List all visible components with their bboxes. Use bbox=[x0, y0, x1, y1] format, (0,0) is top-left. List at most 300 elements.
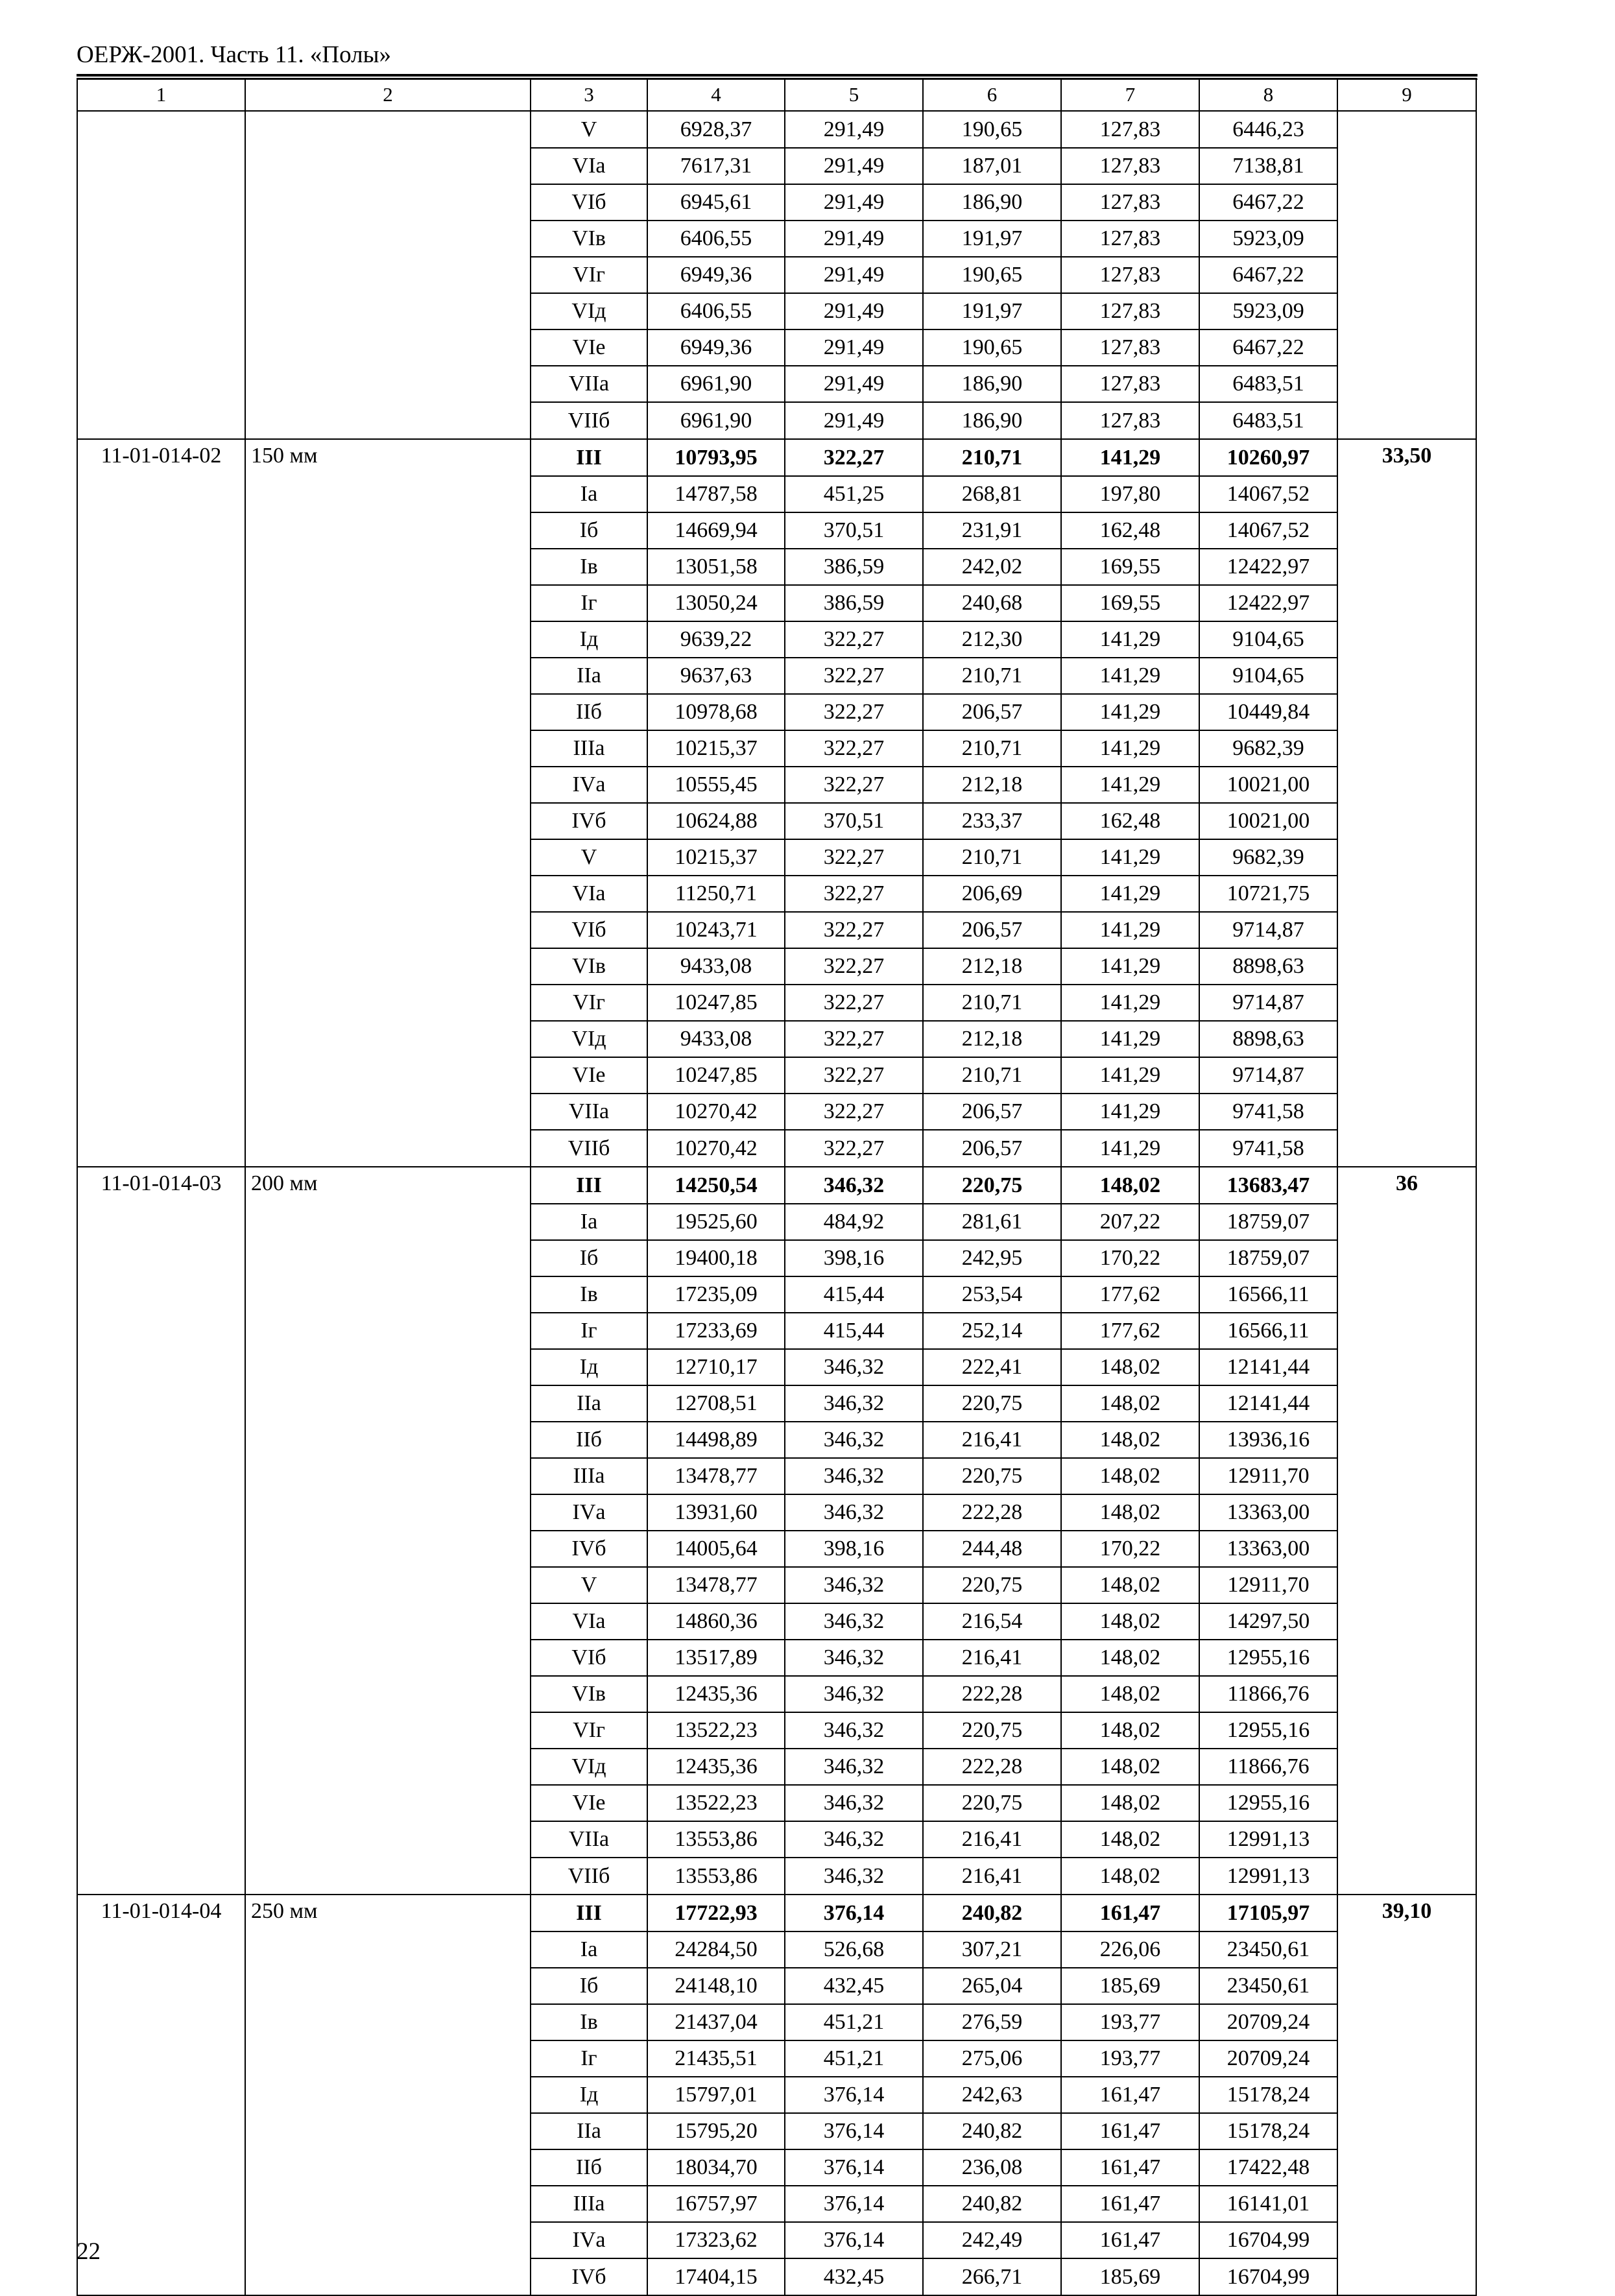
value-cell: 220,75 bbox=[923, 1712, 1061, 1749]
name-cell bbox=[245, 1240, 531, 1276]
value-cell: 6949,36 bbox=[647, 329, 785, 366]
value-cell: 6483,51 bbox=[1199, 402, 1337, 439]
value-cell: 346,32 bbox=[785, 1858, 923, 1895]
code-cell bbox=[77, 1821, 245, 1858]
col9-cell bbox=[1337, 1422, 1476, 1458]
value-cell: 19400,18 bbox=[647, 1240, 785, 1276]
value-cell: 346,32 bbox=[785, 1640, 923, 1676]
value-cell: 15178,24 bbox=[1199, 2113, 1337, 2149]
name-cell bbox=[245, 1931, 531, 1968]
value-cell: 451,21 bbox=[785, 2040, 923, 2077]
name-cell bbox=[245, 1057, 531, 1094]
value-cell: 16566,11 bbox=[1199, 1313, 1337, 1349]
name-cell bbox=[245, 1640, 531, 1676]
code-cell bbox=[77, 1458, 245, 1494]
table-row bbox=[77, 2186, 1476, 2222]
value-cell: 14250,54 bbox=[647, 1167, 785, 1204]
code-cell bbox=[77, 402, 245, 439]
value-cell: 212,30 bbox=[923, 621, 1061, 658]
value-cell: 386,59 bbox=[785, 549, 923, 585]
name-cell bbox=[245, 2040, 531, 2077]
value-cell: 127,83 bbox=[1061, 329, 1199, 366]
value-cell: 12955,16 bbox=[1199, 1640, 1337, 1676]
value-cell: 12435,36 bbox=[647, 1749, 785, 1785]
value-cell: 240,82 bbox=[923, 2186, 1061, 2222]
value-cell: 11250,71 bbox=[647, 876, 785, 912]
value-cell: 291,49 bbox=[785, 366, 923, 402]
code-cell bbox=[77, 476, 245, 512]
code-cell bbox=[77, 1385, 245, 1422]
value-cell: 346,32 bbox=[785, 1603, 923, 1640]
value-cell: 10721,75 bbox=[1199, 876, 1337, 912]
value-cell: 291,49 bbox=[785, 148, 923, 184]
zone-cell: IIб bbox=[531, 694, 647, 730]
page-header bbox=[77, 40, 1477, 77]
value-cell: 13363,00 bbox=[1199, 1494, 1337, 1531]
name-cell bbox=[245, 1676, 531, 1712]
code-cell bbox=[77, 184, 245, 221]
value-cell: 346,32 bbox=[785, 1385, 923, 1422]
value-cell: 148,02 bbox=[1061, 1567, 1199, 1603]
table-row bbox=[77, 2077, 1476, 2113]
table-row bbox=[77, 1749, 1476, 1785]
zone-cell: VIIб bbox=[531, 402, 647, 439]
code-cell bbox=[77, 1276, 245, 1313]
zone-cell: IIIа bbox=[531, 730, 647, 767]
zone-cell: VIд bbox=[531, 1749, 647, 1785]
value-cell: 10215,37 bbox=[647, 730, 785, 767]
value-cell: 177,62 bbox=[1061, 1313, 1199, 1349]
zone-cell: IVа bbox=[531, 2222, 647, 2258]
zone-cell: VIа bbox=[531, 148, 647, 184]
value-cell: 13050,24 bbox=[647, 585, 785, 621]
value-cell: 322,27 bbox=[785, 1130, 923, 1167]
table-row bbox=[77, 1931, 1476, 1968]
name-cell bbox=[245, 1494, 531, 1531]
value-cell: 191,97 bbox=[923, 221, 1061, 257]
value-cell: 242,49 bbox=[923, 2222, 1061, 2258]
table-row bbox=[77, 293, 1476, 329]
value-cell: 127,83 bbox=[1061, 257, 1199, 293]
value-cell: 15795,20 bbox=[647, 2113, 785, 2149]
zone-cell: VIв bbox=[531, 1676, 647, 1712]
header-title: ОЕРЖ-2001. Часть 11. «Полы» bbox=[77, 42, 391, 68]
col9-cell bbox=[1337, 366, 1476, 402]
name-cell bbox=[245, 1458, 531, 1494]
value-cell: 9682,39 bbox=[1199, 839, 1337, 876]
value-cell: 322,27 bbox=[785, 1094, 923, 1130]
code-cell bbox=[77, 1858, 245, 1895]
value-cell: 162,48 bbox=[1061, 512, 1199, 549]
value-cell: 220,75 bbox=[923, 1167, 1061, 1204]
col9-cell bbox=[1337, 1276, 1476, 1313]
table-row bbox=[77, 1785, 1476, 1821]
col9-cell bbox=[1337, 730, 1476, 767]
value-cell: 14067,52 bbox=[1199, 512, 1337, 549]
table-row bbox=[77, 1640, 1476, 1676]
name-cell bbox=[245, 948, 531, 985]
value-cell: 9714,87 bbox=[1199, 1057, 1337, 1094]
name-cell bbox=[245, 767, 531, 803]
value-cell: 148,02 bbox=[1061, 1858, 1199, 1895]
value-cell: 148,02 bbox=[1061, 1349, 1199, 1385]
table-row bbox=[77, 512, 1476, 549]
value-cell: 190,65 bbox=[923, 329, 1061, 366]
value-cell: 11866,76 bbox=[1199, 1676, 1337, 1712]
col9-cell bbox=[1337, 111, 1476, 148]
zone-cell: Iд bbox=[531, 1349, 647, 1385]
zone-cell: III bbox=[531, 439, 647, 476]
value-cell: 185,69 bbox=[1061, 2258, 1199, 2295]
value-cell: 242,63 bbox=[923, 2077, 1061, 2113]
col9-cell bbox=[1337, 1676, 1476, 1712]
value-cell: 322,27 bbox=[785, 948, 923, 985]
col9-cell bbox=[1337, 1931, 1476, 1968]
table-row bbox=[77, 221, 1476, 257]
col9-cell bbox=[1337, 1785, 1476, 1821]
name-cell bbox=[245, 2186, 531, 2222]
code-cell bbox=[77, 1531, 245, 1567]
value-cell: 11866,76 bbox=[1199, 1749, 1337, 1785]
code-cell bbox=[77, 257, 245, 293]
code-cell bbox=[77, 2004, 245, 2040]
name-cell bbox=[245, 1204, 531, 1240]
table-row bbox=[77, 621, 1476, 658]
col9-cell bbox=[1337, 1240, 1476, 1276]
value-cell: 322,27 bbox=[785, 912, 923, 948]
value-cell: 268,81 bbox=[923, 476, 1061, 512]
value-cell: 222,28 bbox=[923, 1676, 1061, 1712]
value-cell: 161,47 bbox=[1061, 2113, 1199, 2149]
value-cell: 127,83 bbox=[1061, 402, 1199, 439]
table-row bbox=[77, 730, 1476, 767]
value-cell: 322,27 bbox=[785, 730, 923, 767]
code-cell bbox=[77, 1567, 245, 1603]
value-cell: 17105,97 bbox=[1199, 1895, 1337, 1931]
value-cell: 141,29 bbox=[1061, 1021, 1199, 1057]
value-cell: 12911,70 bbox=[1199, 1458, 1337, 1494]
col9-cell bbox=[1337, 1057, 1476, 1094]
table-row bbox=[77, 549, 1476, 585]
value-cell: 220,75 bbox=[923, 1567, 1061, 1603]
value-cell: 376,14 bbox=[785, 2222, 923, 2258]
value-cell: 141,29 bbox=[1061, 439, 1199, 476]
value-cell: 177,62 bbox=[1061, 1276, 1199, 1313]
table-row bbox=[77, 1057, 1476, 1094]
value-cell: 13931,60 bbox=[647, 1494, 785, 1531]
value-cell: 16704,99 bbox=[1199, 2222, 1337, 2258]
name-cell bbox=[245, 839, 531, 876]
name-cell bbox=[245, 402, 531, 439]
name-cell bbox=[245, 876, 531, 912]
zone-cell: IVб bbox=[531, 2258, 647, 2295]
value-cell: 148,02 bbox=[1061, 1821, 1199, 1858]
name-cell bbox=[245, 221, 531, 257]
code-cell bbox=[77, 876, 245, 912]
col9-cell bbox=[1337, 221, 1476, 257]
value-cell: 291,49 bbox=[785, 402, 923, 439]
value-cell: 210,71 bbox=[923, 658, 1061, 694]
table-row bbox=[77, 1130, 1476, 1167]
value-cell: 127,83 bbox=[1061, 293, 1199, 329]
value-cell: 291,49 bbox=[785, 329, 923, 366]
value-cell: 212,18 bbox=[923, 948, 1061, 985]
zone-cell: VIIа bbox=[531, 1821, 647, 1858]
value-cell: 169,55 bbox=[1061, 585, 1199, 621]
value-cell: 376,14 bbox=[785, 2113, 923, 2149]
zone-cell: VIIа bbox=[531, 1094, 647, 1130]
value-cell: 7138,81 bbox=[1199, 148, 1337, 184]
col9-cell bbox=[1337, 767, 1476, 803]
value-cell: 14067,52 bbox=[1199, 476, 1337, 512]
value-cell: 9741,58 bbox=[1199, 1094, 1337, 1130]
value-cell: 161,47 bbox=[1061, 2149, 1199, 2186]
name-cell bbox=[245, 2258, 531, 2295]
value-cell: 6467,22 bbox=[1199, 184, 1337, 221]
value-cell: 6961,90 bbox=[647, 402, 785, 439]
zone-cell: VIIа bbox=[531, 366, 647, 402]
code-cell bbox=[77, 767, 245, 803]
value-cell: 398,16 bbox=[785, 1240, 923, 1276]
name-cell bbox=[245, 257, 531, 293]
value-cell: 141,29 bbox=[1061, 985, 1199, 1021]
col9-cell bbox=[1337, 402, 1476, 439]
value-cell: 6467,22 bbox=[1199, 329, 1337, 366]
value-cell: 16757,97 bbox=[647, 2186, 785, 2222]
name-cell bbox=[245, 1276, 531, 1313]
code-cell bbox=[77, 1676, 245, 1712]
zone-cell: VIб bbox=[531, 912, 647, 948]
zone-cell: VIа bbox=[531, 1603, 647, 1640]
code-cell bbox=[77, 1712, 245, 1749]
col9-cell bbox=[1337, 1640, 1476, 1676]
code-cell bbox=[77, 694, 245, 730]
table-row bbox=[77, 1494, 1476, 1531]
code-cell bbox=[77, 1349, 245, 1385]
zone-cell: Iв bbox=[531, 2004, 647, 2040]
name-cell bbox=[245, 293, 531, 329]
col9-cell bbox=[1337, 1130, 1476, 1167]
col9-cell bbox=[1337, 329, 1476, 366]
value-cell: 148,02 bbox=[1061, 1458, 1199, 1494]
table-row bbox=[77, 1895, 1476, 1931]
zone-cell: Iа bbox=[531, 1204, 647, 1240]
value-cell: 161,47 bbox=[1061, 2077, 1199, 2113]
zone-cell: VIе bbox=[531, 1785, 647, 1821]
value-cell: 13683,47 bbox=[1199, 1167, 1337, 1204]
table-row bbox=[77, 366, 1476, 402]
value-cell: 141,29 bbox=[1061, 658, 1199, 694]
table-row bbox=[77, 1204, 1476, 1240]
value-cell: 346,32 bbox=[785, 1494, 923, 1531]
zone-cell: IVа bbox=[531, 767, 647, 803]
value-cell: 346,32 bbox=[785, 1821, 923, 1858]
value-cell: 9433,08 bbox=[647, 1021, 785, 1057]
value-cell: 161,47 bbox=[1061, 2222, 1199, 2258]
value-cell: 17233,69 bbox=[647, 1313, 785, 1349]
value-cell: 186,90 bbox=[923, 402, 1061, 439]
value-cell: 17404,15 bbox=[647, 2258, 785, 2295]
value-cell: 141,29 bbox=[1061, 876, 1199, 912]
value-cell: 193,77 bbox=[1061, 2004, 1199, 2040]
table-row bbox=[77, 803, 1476, 839]
value-cell: 451,25 bbox=[785, 476, 923, 512]
col9-cell bbox=[1337, 1204, 1476, 1240]
name-cell bbox=[245, 1349, 531, 1385]
value-cell: 10247,85 bbox=[647, 985, 785, 1021]
col9-cell bbox=[1337, 2077, 1476, 2113]
value-cell: 191,97 bbox=[923, 293, 1061, 329]
value-cell: 10215,37 bbox=[647, 839, 785, 876]
value-cell: 206,57 bbox=[923, 912, 1061, 948]
value-cell: 451,21 bbox=[785, 2004, 923, 2040]
value-cell: 376,14 bbox=[785, 2186, 923, 2222]
table-row bbox=[77, 184, 1476, 221]
zone-cell: IIIа bbox=[531, 2186, 647, 2222]
code-cell bbox=[77, 2222, 245, 2258]
value-cell: 12422,97 bbox=[1199, 585, 1337, 621]
zone-cell: VIIб bbox=[531, 1130, 647, 1167]
table-row bbox=[77, 111, 1476, 148]
value-cell: 13517,89 bbox=[647, 1640, 785, 1676]
table-row bbox=[77, 1458, 1476, 1494]
zone-cell: Iг bbox=[531, 1313, 647, 1349]
value-cell: 216,41 bbox=[923, 1858, 1061, 1895]
column-number: 1 bbox=[77, 78, 245, 111]
value-cell: 187,01 bbox=[923, 148, 1061, 184]
value-cell: 6961,90 bbox=[647, 366, 785, 402]
value-cell: 346,32 bbox=[785, 1458, 923, 1494]
zone-cell: Iд bbox=[531, 621, 647, 658]
value-cell: 322,27 bbox=[785, 876, 923, 912]
zone-cell: IIб bbox=[531, 1422, 647, 1458]
table-row bbox=[77, 585, 1476, 621]
value-cell: 322,27 bbox=[785, 1021, 923, 1057]
value-cell: 6949,36 bbox=[647, 257, 785, 293]
value-cell: 141,29 bbox=[1061, 948, 1199, 985]
name-cell bbox=[245, 148, 531, 184]
value-cell: 14297,50 bbox=[1199, 1603, 1337, 1640]
value-cell: 148,02 bbox=[1061, 1494, 1199, 1531]
zone-cell: VIв bbox=[531, 221, 647, 257]
col9-cell bbox=[1337, 585, 1476, 621]
table-row bbox=[77, 1712, 1476, 1749]
table-row bbox=[77, 1858, 1476, 1895]
table-row bbox=[77, 839, 1476, 876]
name-cell bbox=[245, 1385, 531, 1422]
value-cell: 415,44 bbox=[785, 1276, 923, 1313]
code-cell bbox=[77, 1130, 245, 1167]
value-cell: 346,32 bbox=[785, 1567, 923, 1603]
value-cell: 10449,84 bbox=[1199, 694, 1337, 730]
value-cell: 10793,95 bbox=[647, 439, 785, 476]
zone-cell: VIе bbox=[531, 1057, 647, 1094]
col9-cell bbox=[1337, 1094, 1476, 1130]
code-cell bbox=[77, 1313, 245, 1349]
value-cell: 12422,97 bbox=[1199, 549, 1337, 585]
column-number: 2 bbox=[245, 78, 531, 111]
col9-cell bbox=[1337, 1712, 1476, 1749]
col9-cell bbox=[1337, 1749, 1476, 1785]
table-row bbox=[77, 948, 1476, 985]
value-cell: 14498,89 bbox=[647, 1422, 785, 1458]
value-cell: 322,27 bbox=[785, 1057, 923, 1094]
zone-cell: VIг bbox=[531, 1712, 647, 1749]
value-cell: 19525,60 bbox=[647, 1204, 785, 1240]
value-cell: 220,75 bbox=[923, 1385, 1061, 1422]
value-cell: 281,61 bbox=[923, 1204, 1061, 1240]
code-cell bbox=[77, 621, 245, 658]
code-cell bbox=[77, 366, 245, 402]
name-cell bbox=[245, 476, 531, 512]
col9-cell bbox=[1337, 621, 1476, 658]
code-cell bbox=[77, 1640, 245, 1676]
name-cell bbox=[245, 1422, 531, 1458]
value-cell: 14860,36 bbox=[647, 1603, 785, 1640]
code-cell bbox=[77, 1749, 245, 1785]
code-cell bbox=[77, 2258, 245, 2295]
value-cell: 17422,48 bbox=[1199, 2149, 1337, 2186]
value-cell: 6945,61 bbox=[647, 184, 785, 221]
code-cell bbox=[77, 1785, 245, 1821]
value-cell: 12435,36 bbox=[647, 1676, 785, 1712]
value-cell: 141,29 bbox=[1061, 730, 1199, 767]
value-cell: 17323,62 bbox=[647, 2222, 785, 2258]
value-cell: 210,71 bbox=[923, 439, 1061, 476]
value-cell: 13478,77 bbox=[647, 1567, 785, 1603]
zone-cell: III bbox=[531, 1167, 647, 1204]
value-cell: 127,83 bbox=[1061, 148, 1199, 184]
value-cell: 526,68 bbox=[785, 1931, 923, 1968]
zone-cell: Iд bbox=[531, 2077, 647, 2113]
value-cell: 14669,94 bbox=[647, 512, 785, 549]
zone-cell: IVб bbox=[531, 803, 647, 839]
value-cell: 398,16 bbox=[785, 1531, 923, 1567]
value-cell: 370,51 bbox=[785, 512, 923, 549]
code-cell bbox=[77, 948, 245, 985]
value-cell: 18759,07 bbox=[1199, 1240, 1337, 1276]
code-cell bbox=[77, 512, 245, 549]
value-cell: 207,22 bbox=[1061, 1204, 1199, 1240]
value-cell: 141,29 bbox=[1061, 621, 1199, 658]
value-cell: 18034,70 bbox=[647, 2149, 785, 2186]
value-cell: 12991,13 bbox=[1199, 1858, 1337, 1895]
col9-cell bbox=[1337, 876, 1476, 912]
value-cell: 16704,99 bbox=[1199, 2258, 1337, 2295]
name-cell bbox=[245, 1821, 531, 1858]
code-cell: 11-01-014-04 bbox=[77, 1895, 245, 1931]
value-cell: 236,08 bbox=[923, 2149, 1061, 2186]
value-cell: 346,32 bbox=[785, 1167, 923, 1204]
col9-cell bbox=[1337, 1458, 1476, 1494]
name-cell bbox=[245, 1968, 531, 2004]
page-number: 22 bbox=[77, 2238, 101, 2265]
name-cell bbox=[245, 549, 531, 585]
col9-cell bbox=[1337, 1349, 1476, 1385]
code-cell bbox=[77, 549, 245, 585]
name-cell bbox=[245, 2113, 531, 2149]
col9-cell bbox=[1337, 2040, 1476, 2077]
col9-cell bbox=[1337, 1567, 1476, 1603]
name-cell bbox=[245, 1712, 531, 1749]
name-cell bbox=[245, 2149, 531, 2186]
value-cell: 10270,42 bbox=[647, 1130, 785, 1167]
value-cell: 5923,09 bbox=[1199, 293, 1337, 329]
value-cell: 244,48 bbox=[923, 1531, 1061, 1567]
value-cell: 16566,11 bbox=[1199, 1276, 1337, 1313]
value-cell: 9682,39 bbox=[1199, 730, 1337, 767]
code-cell bbox=[77, 803, 245, 839]
